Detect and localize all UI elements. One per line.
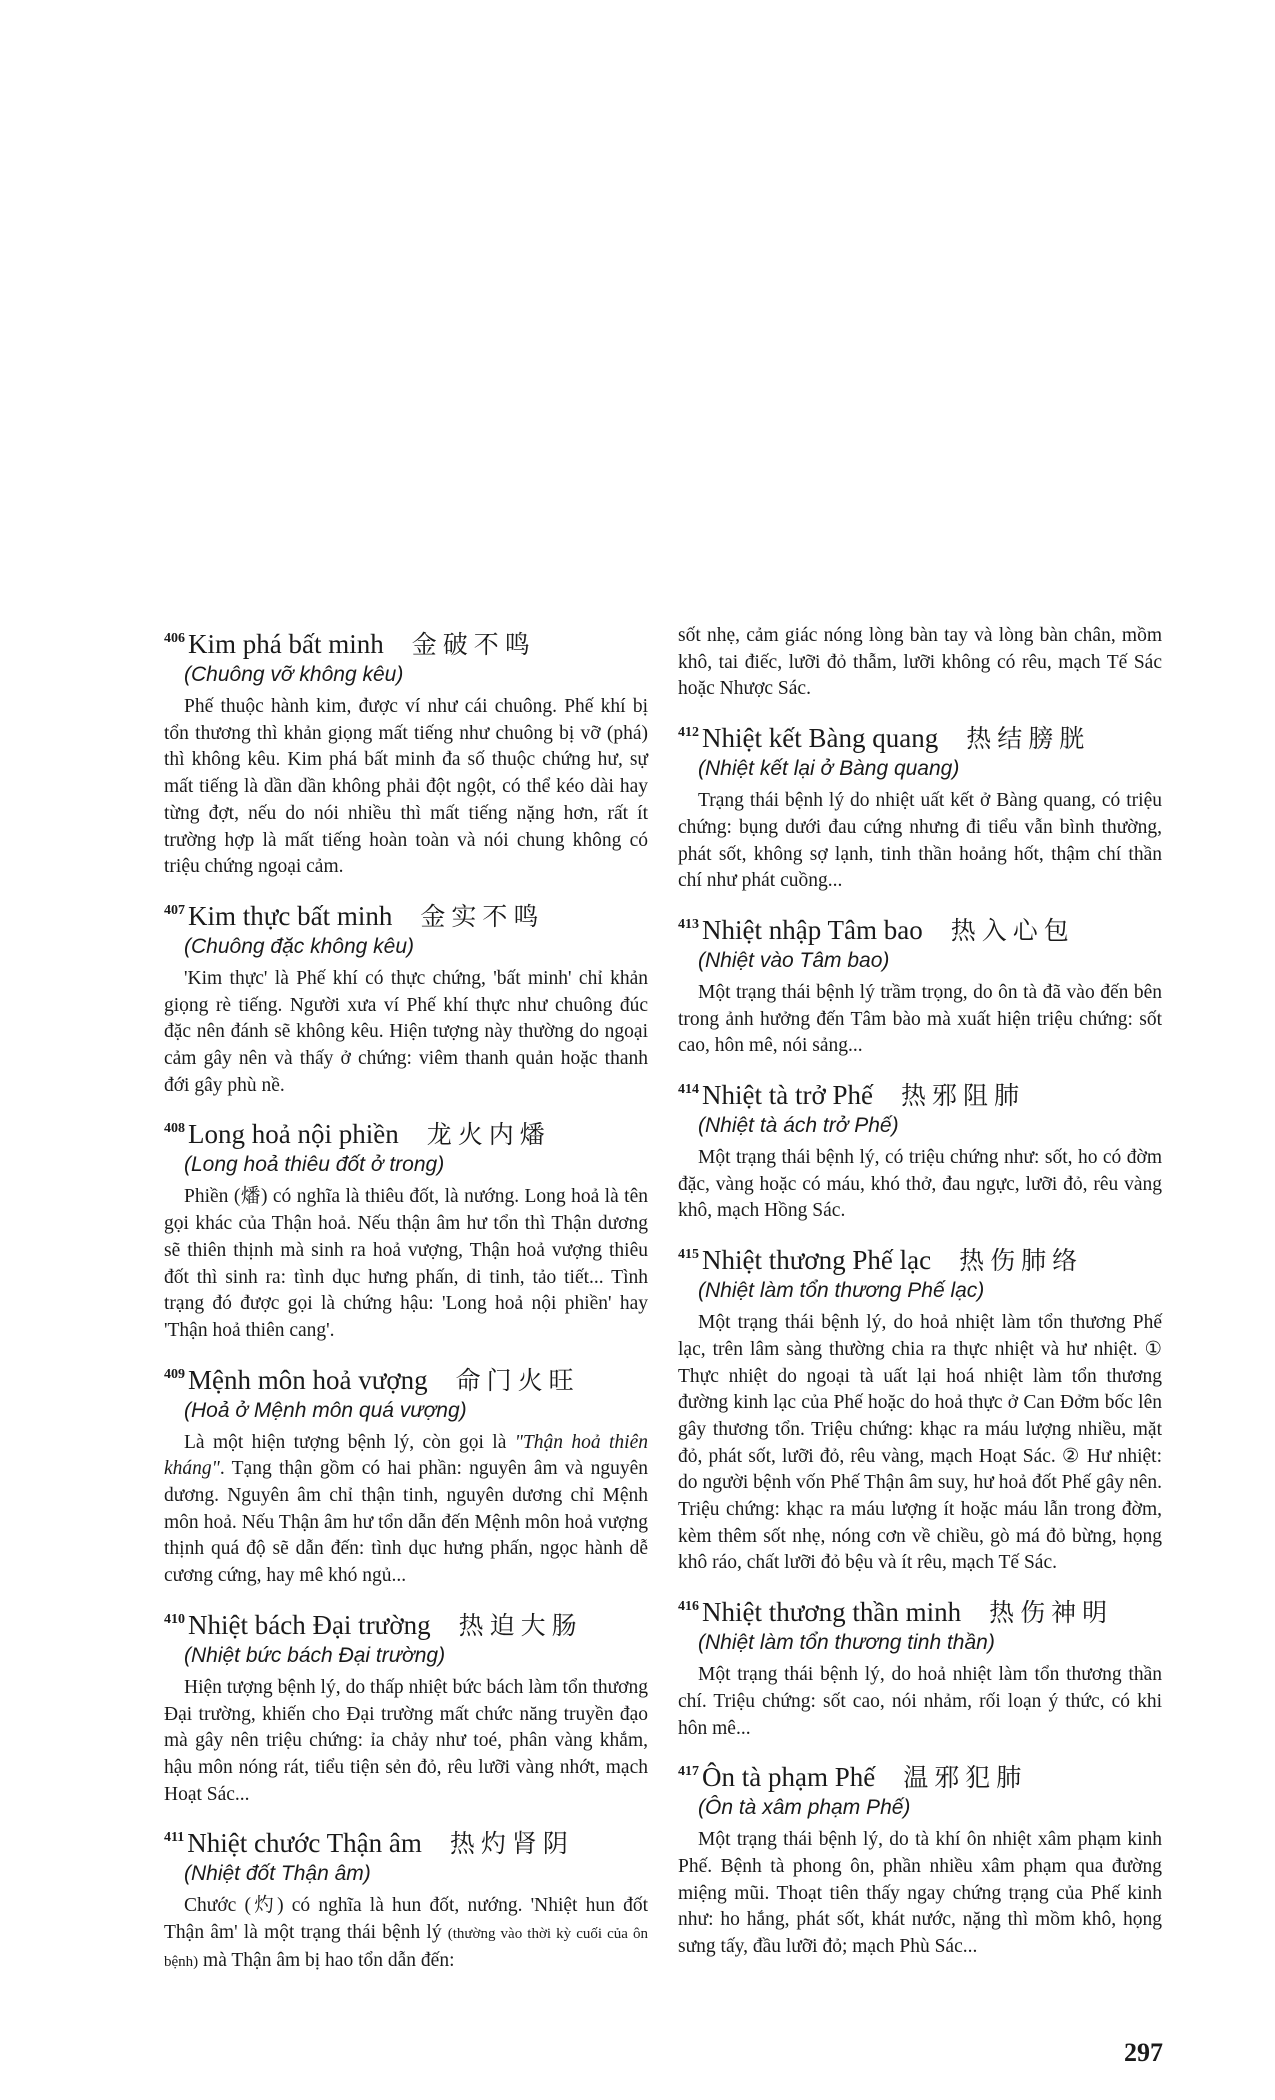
entry-heading — [678, 717, 1162, 755]
entry-han-characters: 热伤神明 — [989, 1598, 1114, 1628]
entry-term: Kim thực bất minh — [188, 900, 393, 931]
entry-term: Nhiệt bách Đại trường — [188, 1609, 431, 1640]
entry-number: 411 — [164, 1830, 185, 1846]
entry-heading — [678, 1756, 1162, 1794]
entry-translation: (Nhiệt đốt Thận âm) — [184, 1862, 371, 1886]
entry-body-text: Là một hiện tượng bệnh lý, còn gọi là — [184, 1431, 515, 1453]
left-column — [164, 623, 648, 1990]
entry-translation: (Ôn tà xâm phạm Phế) — [698, 1796, 911, 1820]
entry-translation: (Nhiệt vào Tâm bao) — [698, 948, 890, 972]
entry-body-continuation: sốt nhẹ, cảm giác nóng lòng bàn tay và lòng bàn chân, mồm khô, tai điếc, lưỡi đỏ thẫm, lưỡi không có rêu, mạch Tế Sác hoặc Nhược Sác. — [678, 625, 1162, 700]
entry-number: 413 — [678, 916, 699, 932]
entry-translation: (Nhiệt kết lại ở Bàng quang) — [698, 757, 960, 781]
entry-term: Long hoả nội phiền — [188, 1119, 399, 1150]
entry-411 — [164, 1822, 648, 1975]
entry-body-small-note: (thường vào thời kỳ cuối của ôn bệnh) — [164, 1926, 648, 1970]
entry-410 — [164, 1604, 648, 1809]
entry-han-characters: 龙火内燔 — [426, 1120, 551, 1150]
entry-han-characters: 热迫大肠 — [458, 1610, 583, 1640]
entry-number: 416 — [678, 1599, 699, 1615]
entry-413 — [678, 909, 1162, 1060]
entry-407 — [164, 895, 648, 1100]
entry-heading — [164, 895, 648, 933]
entry-number: 414 — [678, 1082, 699, 1098]
entry-translation: (Chuông vỡ không kêu) — [184, 663, 404, 686]
entry-han-characters: 命门火旺 — [455, 1365, 580, 1395]
entry-term: Nhiệt thương thần minh — [702, 1597, 962, 1628]
entry-translation: (Hoả ở Mệnh môn quá vượng) — [184, 1398, 467, 1422]
entry-body — [164, 1893, 648, 1975]
entry-number: 415 — [678, 1247, 699, 1263]
entry-han-characters: 温邪犯肺 — [903, 1763, 1028, 1793]
entry-body: Một trạng thái bệnh lý, do hoả nhiệt làm tổn thương Phế lạc, trên lâm sàng thường chia ra thực nhiệt và hư nhiệt. ① Thực nhiệt do ngoại tà uất lại hoá nhiệt làm tổn thương đường kinh lạc của Phế hoặc do hoả thực ở Can Đởm bốc lên gây thương tổn. Triệu chứng: khạc ra máu lượng nhiều, mặt đỏ, phát sốt, lưỡi đỏ, rêu vàng, mạch Hoạt Sác. ② Hư nhiệt: do người bệnh vốn Phế Thận âm suy, hư hoả đốt Phế gây nên. Triệu chứng: khạc ra máu lượng ít hoặc máu lẫn trong đờm, kèm thêm sốt nhẹ, nóng cơn về chiều, gò má đỏ bừng, họng khô ráo, chất lưỡi đỏ bệu và ít rêu, mạch Tế Sác. — [678, 1312, 1162, 1574]
entry-han-characters: 金实不鸣 — [420, 901, 545, 931]
entry-body: Một trạng thái bệnh lý, có triệu chứng như: sốt, ho có đờm đặc, vàng hoặc có máu, khó thở, đau ngực, lưỡi đỏ, rêu vàng khô, mạch Hồng Sác. — [678, 1147, 1162, 1222]
entry-number: 412 — [678, 725, 699, 741]
entry-412 — [678, 717, 1162, 895]
entry-body: Một trạng thái bệnh lý, do hoả nhiệt làm tổn thương thần chí. Triệu chứng: sốt cao, nói nhảm, rối loạn ý thức, có khi hôn mê... — [678, 1664, 1162, 1739]
entry-408 — [164, 1113, 648, 1344]
entry-translation: (Nhiệt làm tổn thương Phế lạc) — [698, 1279, 985, 1303]
entry-414 — [678, 1074, 1162, 1225]
entry-body: Hiện tượng bệnh lý, do thấp nhiệt bức bách làm tổn thương Đại trường, khiến cho Đại trường mất chức năng truyền đạo mà gây nên triệu chứng: ỉa chảy như toé, phân vàng khắm, hậu môn nóng rát, tiểu tiện sẻn đỏ, rêu lưỡi vàng nhớt, mạch Hoạt Sác... — [164, 1676, 648, 1805]
entry-heading — [678, 1239, 1162, 1277]
entry-heading — [164, 623, 648, 661]
entry-body — [164, 1430, 648, 1590]
entry-translation: (Nhiệt tà ách trở Phế) — [698, 1114, 899, 1138]
entry-heading — [678, 1074, 1162, 1112]
entry-body: 'Kim thực' là Phế khí có thực chứng, 'bất minh' chỉ khản giọng rè tiếng. Người xưa ví Phế khí thực như chuông đúc đặc nên đánh sẽ không kêu. Hiện tượng này thường do ngoại cảm gây nên và thấy ở chứng: viêm thanh quản hoặc thanh đới gây phù nề. — [164, 967, 648, 1096]
entry-translation: (Chuông đặc không kêu) — [184, 934, 414, 958]
entry-term: Kim phá bất minh — [188, 629, 384, 659]
entry-body: Phế thuộc hành kim, được ví như cái chuông. Phế khí bị tổn thương thì khản giọng mất tiếng như chuông bị vỡ (phá) thì không kêu. Kim phá bất minh đa số thuộc chứng hư, sự mất tiếng là dần dần không phải đột ngột, có thể kéo dài hay từng đợt, nếu do nói nhiều thì mất tiếng nặng hơn, rất ít trường hợp là mất tiếng hoàn toàn và nói chung không có triệu chứng ngoại cảm. — [164, 696, 648, 878]
page-number: 297 — [1124, 2038, 1163, 2067]
entry-number: 406 — [164, 631, 185, 646]
entry-body: Một trạng thái bệnh lý trầm trọng, do ôn tà đã vào đến bên trong ảnh hưởng đến Tâm bào mà xuất hiện triệu chứng: sốt cao, hôn mê, nói sảng... — [678, 981, 1162, 1057]
entry-translation: (Nhiệt bức bách Đại trường) — [184, 1643, 446, 1667]
entry-translation: (Long hoả thiêu đốt ở trong) — [184, 1153, 445, 1177]
entry-heading — [678, 909, 1162, 947]
right-column — [678, 623, 1162, 1975]
entry-heading — [678, 1591, 1162, 1629]
entry-han-characters: 金破不鸣 — [411, 630, 536, 659]
entry-body: Trạng thái bệnh lý do nhiệt uất kết ở Bàng quang, có triệu chứng: bụng dưới đau cứng nhưng đi tiểu vẫn bình thường, phát sốt, không sợ lạnh, tinh thần hoảng hốt, thậm chí thần chí như phát cuồng... — [678, 790, 1162, 892]
entry-han-characters: 热灼肾阴 — [449, 1829, 574, 1859]
entry-number: 407 — [164, 902, 185, 918]
entry-number: 409 — [164, 1366, 185, 1382]
entry-term: Nhiệt tà trở Phế — [702, 1080, 873, 1111]
entry-heading — [164, 1604, 648, 1642]
entry-han-characters: 热入心包 — [950, 915, 1075, 945]
entry-term: Nhiệt nhập Tâm bao — [702, 914, 923, 945]
entry-number: 408 — [164, 1121, 185, 1137]
entry-han-characters: 热伤肺络 — [959, 1246, 1084, 1276]
entry-body: Phiền (燔) có nghĩa là thiêu đốt, là nướng. Long hoả là tên gọi khác của Thận hoả. Nếu thận âm hư tổn thì Thận dương sẽ thiên thịnh mà sinh ra hoả vượng, Thận hoả vượng thiêu đốt thì sinh ra: tình dục hưng phấn, di tinh, tảo tiết... Tình trạng đó được gọi là chứng hậu: 'Long hoả nội phiền' hay 'Thận hoả thiên cang'. — [164, 1186, 648, 1341]
entry-heading — [164, 1822, 648, 1860]
entry-body-text: Chước (灼) có nghĩa là hun đốt, nướng. 'Nhiệt hun đốt Thận âm' là một trạng thái bệnh lý — [164, 1895, 648, 1944]
entry-han-characters: 热邪阻肺 — [901, 1081, 1026, 1111]
entry-number: 410 — [164, 1611, 185, 1627]
entry-heading — [164, 1113, 648, 1151]
entry-body-text: . Tạng thận gồm có hai phần: nguyên âm và nguyên dương. Nguyên âm chỉ thận tinh, nguyên dương chỉ Mệnh môn hoả. Nếu Thận âm hư tổn dẫn đến Mệnh môn hoả vượng thịnh quá độ sẽ dẫn đến: tình dục hưng phấn, ngọc hành dễ cương cứng, hay mê khó ngủ... — [164, 1458, 648, 1587]
entry-term: Ôn tà phạm Phế — [702, 1762, 876, 1793]
entry-heading — [164, 1359, 648, 1397]
entry-409 — [164, 1359, 648, 1590]
entry-body-text: mà Thận âm bị hao tổn dẫn đến: — [198, 1949, 455, 1971]
entry-417 — [678, 1756, 1162, 1961]
entry-415 — [678, 1239, 1162, 1577]
entry-411-continuation — [678, 623, 1162, 703]
entry-body-italic-term: "Thận hoả thiên kháng" — [164, 1431, 648, 1480]
entry-416 — [678, 1591, 1162, 1742]
entry-term: Nhiệt thương Phế lạc — [702, 1245, 932, 1276]
entry-406 — [164, 623, 648, 881]
entry-term: Nhiệt kết Bàng quang — [702, 723, 939, 754]
entry-han-characters: 热结膀胱 — [966, 724, 1091, 754]
entry-translation: (Nhiệt làm tổn thương tinh thần) — [698, 1631, 995, 1655]
entry-number: 417 — [678, 1764, 699, 1780]
entry-term: Nhiệt chước Thận âm — [187, 1828, 422, 1859]
entry-term: Mệnh môn hoả vượng — [188, 1364, 428, 1395]
entry-body: Một trạng thái bệnh lý, do tà khí ôn nhiệt xâm phạm kinh Phế. Bệnh tà phong ôn, phần nhiều xâm phạm qua đường miệng mũi. Thoạt tiên thấy ngay chứng trạng của Phế kinh như: ho hắng, phát sốt, khát nước, nặng thì mồm khô, họng sưng tấy, đầu lưỡi đỏ; mạch Phù Sác... — [678, 1829, 1162, 1958]
